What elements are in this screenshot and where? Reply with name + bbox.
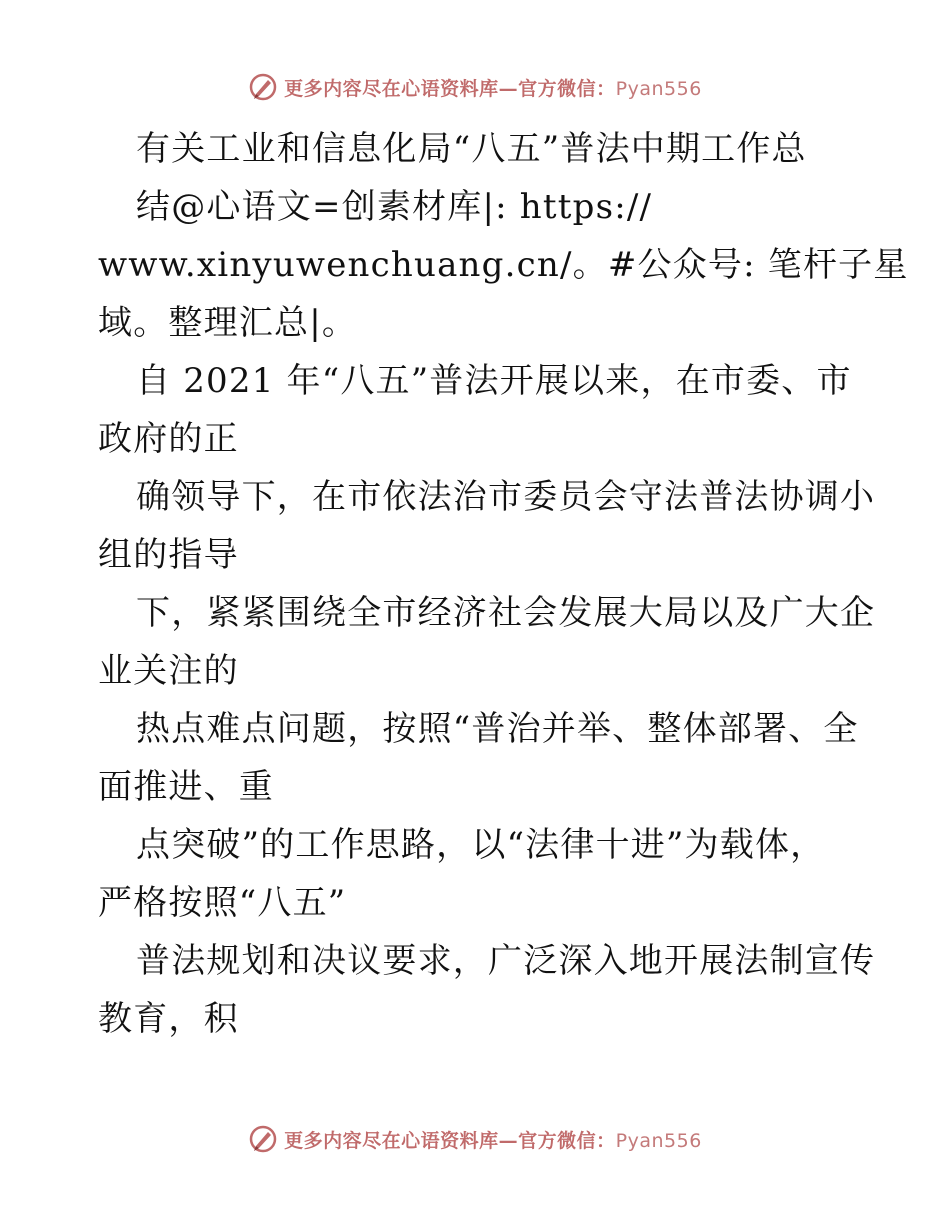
text-line: 严格按照“八五” — [98, 883, 347, 923]
text-line: 教育，积 — [98, 999, 239, 1039]
watermark-wechat-id: Pyan556 — [615, 77, 702, 100]
document-body — [98, 120, 909, 1048]
text-line: 普法规划和决议要求，广泛深入地开展法制宣传 — [136, 941, 876, 981]
text-line: 结@心语文=创素材库|: https:// — [136, 187, 653, 227]
watermark-header — [0, 72, 950, 102]
quill-logo-icon — [248, 72, 278, 102]
text-line: www.xinyuwenchuang.cn/。#公众号: 笔杆子星 — [98, 245, 909, 285]
text-line: 业关注的 — [98, 651, 239, 691]
text-line: 下，紧紧围绕全市经济社会发展大局以及广大企 — [136, 593, 876, 633]
text-line: 有关工业和信息化局“八五”普法中期工作总 — [136, 129, 807, 169]
watermark-text: 更多内容尽在心语资料库—官方微信：Pyan556 — [284, 77, 702, 100]
text-line: 组的指导 — [98, 535, 239, 575]
watermark-text: 更多内容尽在心语资料库—官方微信：Pyan556 — [284, 1129, 702, 1152]
text-line: 热点难点问题，按照“普治并举、整体部署、全 — [136, 709, 859, 749]
text-line: 域。整理汇总|。 — [98, 303, 358, 343]
text-line: 点突破”的工作思路，以“法律十进”为载体， — [136, 825, 826, 865]
text-line: 面推进、重 — [98, 767, 274, 807]
text-line: 自 2021 年“八五”普法开展以来，在市委、市 — [136, 361, 852, 401]
watermark-footer — [0, 1124, 950, 1154]
text-line: 政府的正 — [98, 419, 239, 459]
quill-logo-icon — [248, 1124, 278, 1154]
watermark-wechat-id: Pyan556 — [615, 1129, 702, 1152]
text-line: 确领导下，在市依法治市委员会守法普法协调小 — [136, 477, 876, 517]
